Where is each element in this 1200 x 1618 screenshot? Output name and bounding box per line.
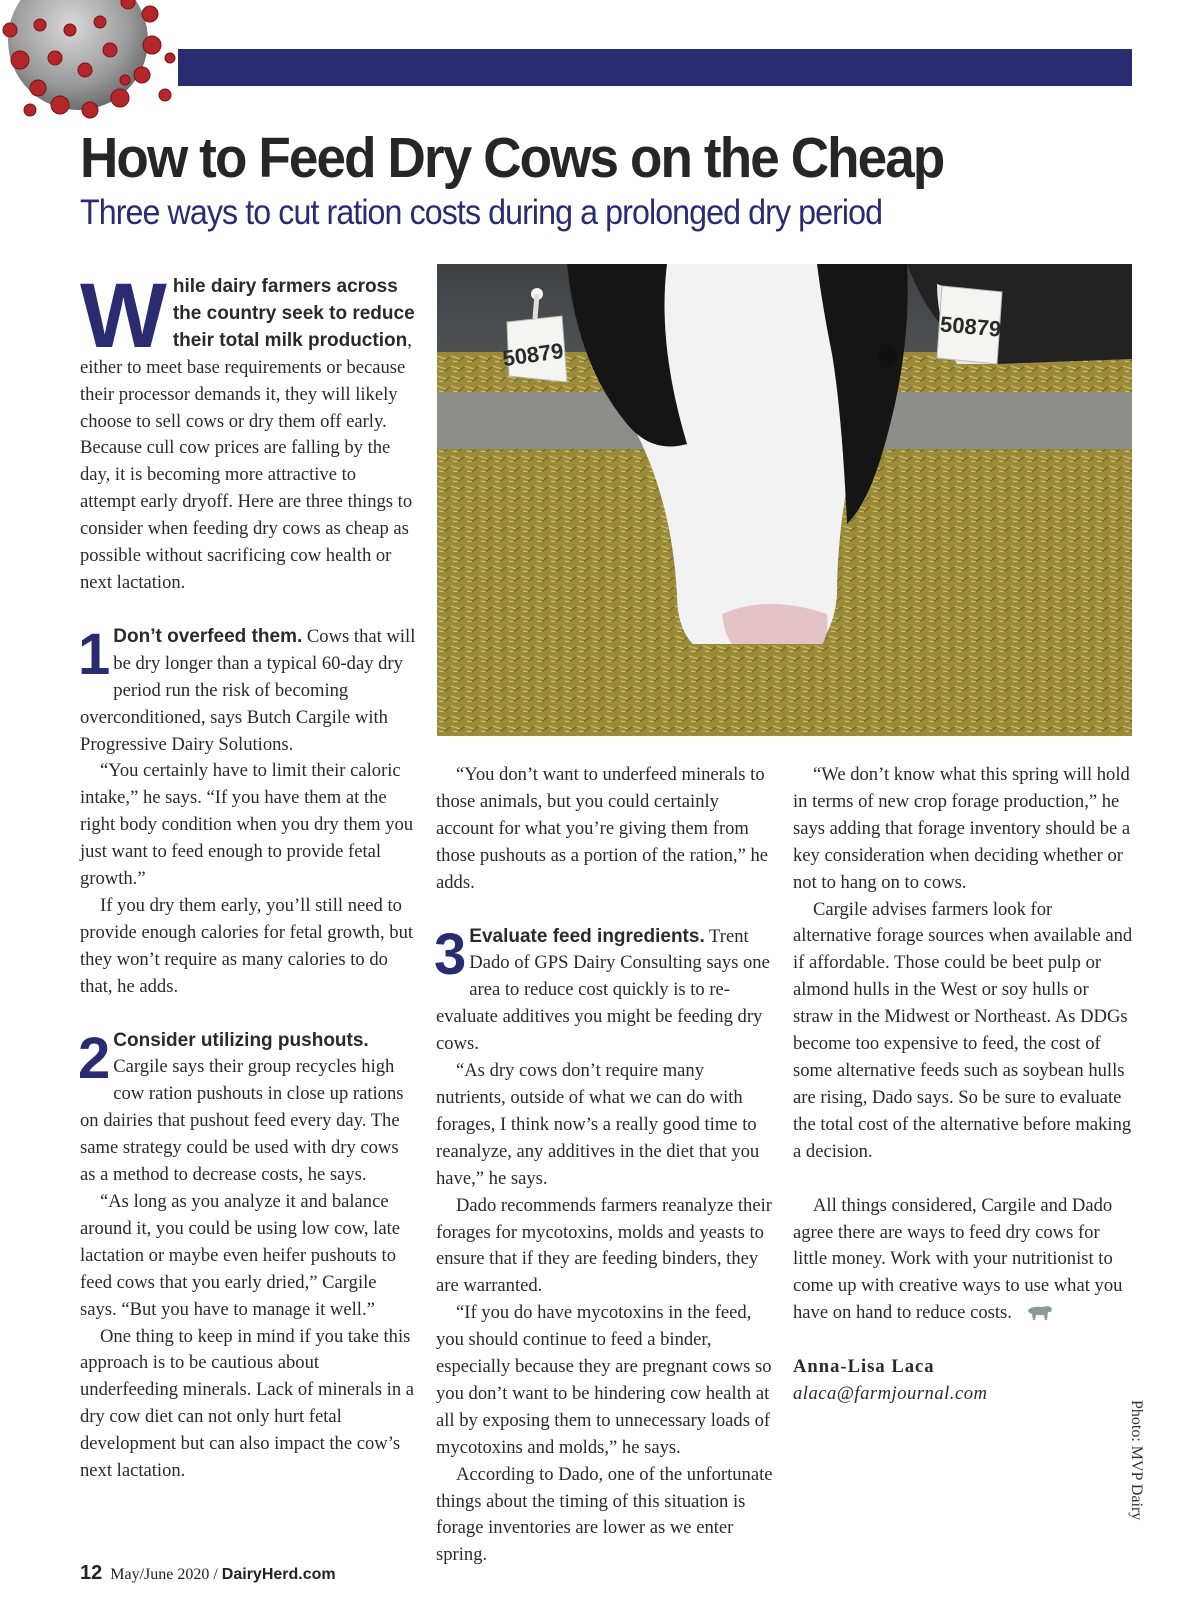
section-2-paragraph-2: “As long as you analyze it and balance around it, you could be using low cow, late lactation or maybe even heifer pushouts to feed cows that you early dried,” Cargile says. “But you have to manage it well.” [80,1191,400,1320]
page-number: 12 [80,1562,103,1584]
author-name: Anna-Lisa Laca [793,1356,935,1378]
section-1-number: 1 [78,621,111,687]
section-3-heading: Evaluate feed ingredients. [469,925,705,947]
column-2 [436,762,776,1569]
section-3-paragraph-4: “If you do have mycotoxins in the feed, you should continue to feed a binder, especially because they are pregnant cows so you don’t want to be hindering cow health at all by exposing them to unnecessary loads of mycotoxins and molds,” he says. [436,1302,772,1458]
header-color-bar [178,49,1132,86]
column-3 [793,762,1133,1408]
cow-feeding-photo [437,264,1132,736]
column-1 [78,265,416,1485]
section-3-paragraph-7: Cargile advises farmers look for alternative forage sources when available and if affordable. Those could be beet pulp or almond hulls in the West or soy hulls or straw in the Midwest or Northeast. As DDGs become too expensive to feed, the cost of some alternative feeds such as soybean hulls are rising, Dado says. So be sure to evaluate the total cost of the alternative before making a decision. [793,898,1133,1162]
conclusion-paragraph [793,1193,1133,1328]
conclusion-text: All things considered, Cargile and Dado agree there are ways to feed dry cows for little money. Work with your nutritionist to come up with creative ways to use what you have on hand to reduce costs. [793,1194,1123,1324]
section-3-paragraph [434,921,776,1059]
article-title: How to Feed Dry Cows on the Cheap [80,126,944,190]
article-subtitle: Three ways to cut ration costs during a prolonged dry period [80,193,883,232]
site-name[interactable]: DairyHerd.com [221,1566,336,1583]
section-3-paragraph-5: According to Dado, one of the unfortunate things about the timing of this situation is forage inventories are lower as we enter spring. [436,1463,773,1566]
author-email[interactable]: alaca@farmjournal.com [793,1383,988,1405]
section-2-heading: Consider utilizing pushouts. [113,1029,369,1051]
section-2-number: 2 [78,1025,111,1091]
intro-paragraph [80,265,416,597]
intro-lead-in: hile dairy farmers across the country seek to reduce their total milk production [172,276,415,351]
section-3-paragraph-3: Dado recommends farmers reanalyze their forages for mycotoxins, molds and yeasts to ensure that if they are feeding binders, they are warranted. [436,1194,772,1297]
section-1-heading: Don’t overfeed them. [113,625,303,647]
photo-credit: Photo: MVP Dairy [1128,1400,1145,1521]
page-footer [80,1562,336,1585]
issue-date: May/June 2020 / [110,1566,222,1583]
section-1-text: Cows that will be dry longer than a typical 60-day dry period run the risk of becoming overconditioned, says Butch Cargile with Progressive Dairy Solutions. [80,625,416,755]
section-2-paragraph [78,1025,416,1189]
drop-cap: W [80,265,167,367]
intro-text: , either to meet base requirements or because their processor demands it, they will likely choose to sell cows or dry them off early. Because cull cow prices are falling by the day, it is becoming more attractive to attempt early dryoff. Here are three things to consider when feeding dry cows as cheap as possible without sacrificing cow health or next lactation. [80,329,413,593]
ear-tag-right: 50879 [939,311,1003,342]
section-1-paragraph-2: “You certainly have to limit their caloric intake,” he says. “If you have them at the right body condition when you dry them you just want to feed enough to provide fetal growth.” [80,760,414,890]
coronavirus-icon [0,0,200,130]
section-1-paragraph-3: If you dry them early, you’ll still need to provide enough calories for fetal growth, but they won’t require as many calories to do that, he adds. [80,894,414,997]
section-2-paragraph-3: One thing to keep in mind if you take this approach is to be cautious about underfeeding minerals. Lack of minerals in a dry cow diet can not only hurt fetal development but can also impact the cow’s next lactation. [80,1325,415,1482]
section-2-paragraph-4: “You don’t want to underfeed minerals to those animals, but you could certainly account for what you’re giving them from those pushouts as a portion of the ration,” he adds. [436,764,769,893]
section-3-paragraph-6: “We don’t know what this spring will hold in terms of new crop forage production,” he says adding that forage inventory should be a key consideration when deciding whether or not to hang on to cows. [793,764,1131,893]
section-3-text: Trent Dado of GPS Dairy Consulting says one area to reduce cost quickly is to re-evaluate additives you might be feeding dry cows. [436,925,770,1055]
section-3-paragraph-2: “As dry cows don’t require many nutrients, outside of what we can do with forages, I think now’s a really good time to reanalyze, any additives in the diet that you have,” he says. [436,1060,760,1189]
section-2-text: Cargile says their group recycles high cow ration pushouts in close up rations on dairies that pushout feed every day. The same strategy could be used with dry cows as a method to decrease costs, he says. [80,1056,404,1186]
section-1-paragraph [78,621,416,759]
section-3-number: 3 [434,921,467,987]
cow-end-mark-icon [1026,1304,1054,1324]
author-block [793,1354,1133,1408]
ear-tag-left: 50879 [500,337,565,372]
